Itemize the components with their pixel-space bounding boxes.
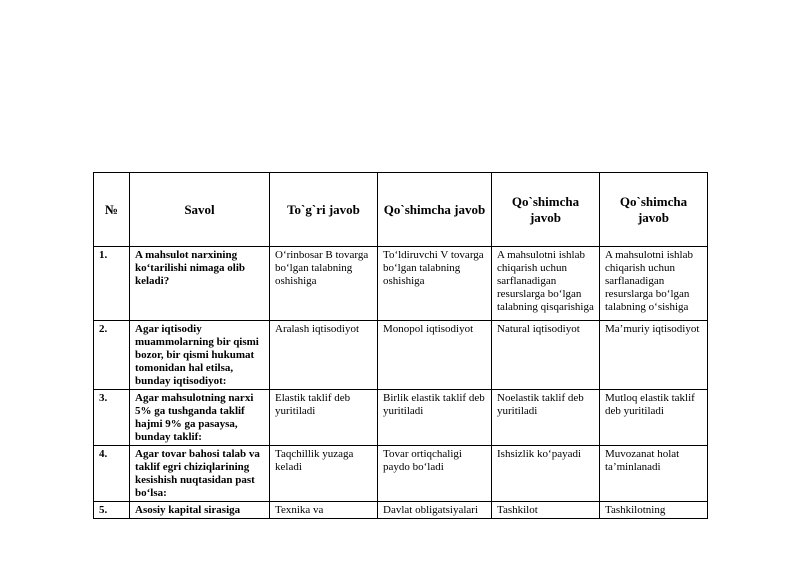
header-correct-answer: To`g`ri javob — [270, 173, 378, 247]
row-number: 2. — [94, 321, 130, 390]
extra-answer-3: A mahsulotni ishlab chiqarish uchun sarflanadigan resurslarga bo‘lgan talabning o‘sishiga — [600, 247, 708, 321]
extra-answer-3: Mutloq elastik taklif deb yuritiladi — [600, 390, 708, 446]
table-row — [94, 321, 708, 390]
row-number: 3. — [94, 390, 130, 446]
extra-answer-1: Davlat obligatsiyalari — [378, 502, 492, 519]
correct-answer: Aralash iqtisodiyot — [270, 321, 378, 390]
extra-answer-3: Muvozanat holat ta’minlanadi — [600, 446, 708, 502]
header-number: № — [94, 173, 130, 247]
header-question: Savol — [130, 173, 270, 247]
question-text: Asosiy kapital sirasiga — [130, 502, 270, 519]
correct-answer: Elastik taklif deb yuritiladi — [270, 390, 378, 446]
table-header-row — [94, 173, 708, 247]
extra-answer-1: Birlik elastik taklif deb yuritiladi — [378, 390, 492, 446]
extra-answer-3: Tashkilotning — [600, 502, 708, 519]
header-extra-answer-1: Qo`shimcha javob — [378, 173, 492, 247]
question-text: Agar tovar bahosi talab va taklif egri chiziqlarining kesishish nuqtasidan past bo‘lsa: — [130, 446, 270, 502]
extra-answer-1: Monopol iqtisodiyot — [378, 321, 492, 390]
header-extra-answer-3: Qo`shimcha javob — [600, 173, 708, 247]
quiz-table — [93, 172, 708, 519]
extra-answer-2: Tashkilot — [492, 502, 600, 519]
question-text: Agar iqtisodiy muammolarning bir qismi bozor, bir qismi hukumat tomonidan hal etilsa, bunday iqtisodiyot: — [130, 321, 270, 390]
extra-answer-2: Ishsizlik ko‘payadi — [492, 446, 600, 502]
table-row — [94, 502, 708, 519]
extra-answer-3: Ma’muriy iqtisodiyot — [600, 321, 708, 390]
correct-answer: Texnika va — [270, 502, 378, 519]
extra-answer-2: A mahsulotni ishlab chiqarish uchun sarflanadigan resurslarga bo‘lgan talabning qisqarishiga — [492, 247, 600, 321]
row-number: 4. — [94, 446, 130, 502]
correct-answer: O‘rinbosar B tovarga bo‘lgan talabning oshishiga — [270, 247, 378, 321]
row-number: 1. — [94, 247, 130, 321]
extra-answer-1: To‘ldiruvchi V tovarga bo‘lgan talabning oshishiga — [378, 247, 492, 321]
question-text: A mahsulot narxining ko‘tarilishi nimaga olib keladi? — [130, 247, 270, 321]
row-number: 5. — [94, 502, 130, 519]
extra-answer-2: Natural iqtisodiyot — [492, 321, 600, 390]
question-text: Agar mahsulotning narxi 5% ga tushganda taklif hajmi 9% ga pasaysa, bunday taklif: — [130, 390, 270, 446]
header-extra-answer-2: Qo`shimcha javob — [492, 173, 600, 247]
table-row — [94, 247, 708, 321]
table-row — [94, 446, 708, 502]
extra-answer-1: Tovar ortiqchaligi paydo bo‘ladi — [378, 446, 492, 502]
correct-answer: Taqchillik yuzaga keladi — [270, 446, 378, 502]
table-row — [94, 390, 708, 446]
extra-answer-2: Noelastik taklif deb yuritiladi — [492, 390, 600, 446]
